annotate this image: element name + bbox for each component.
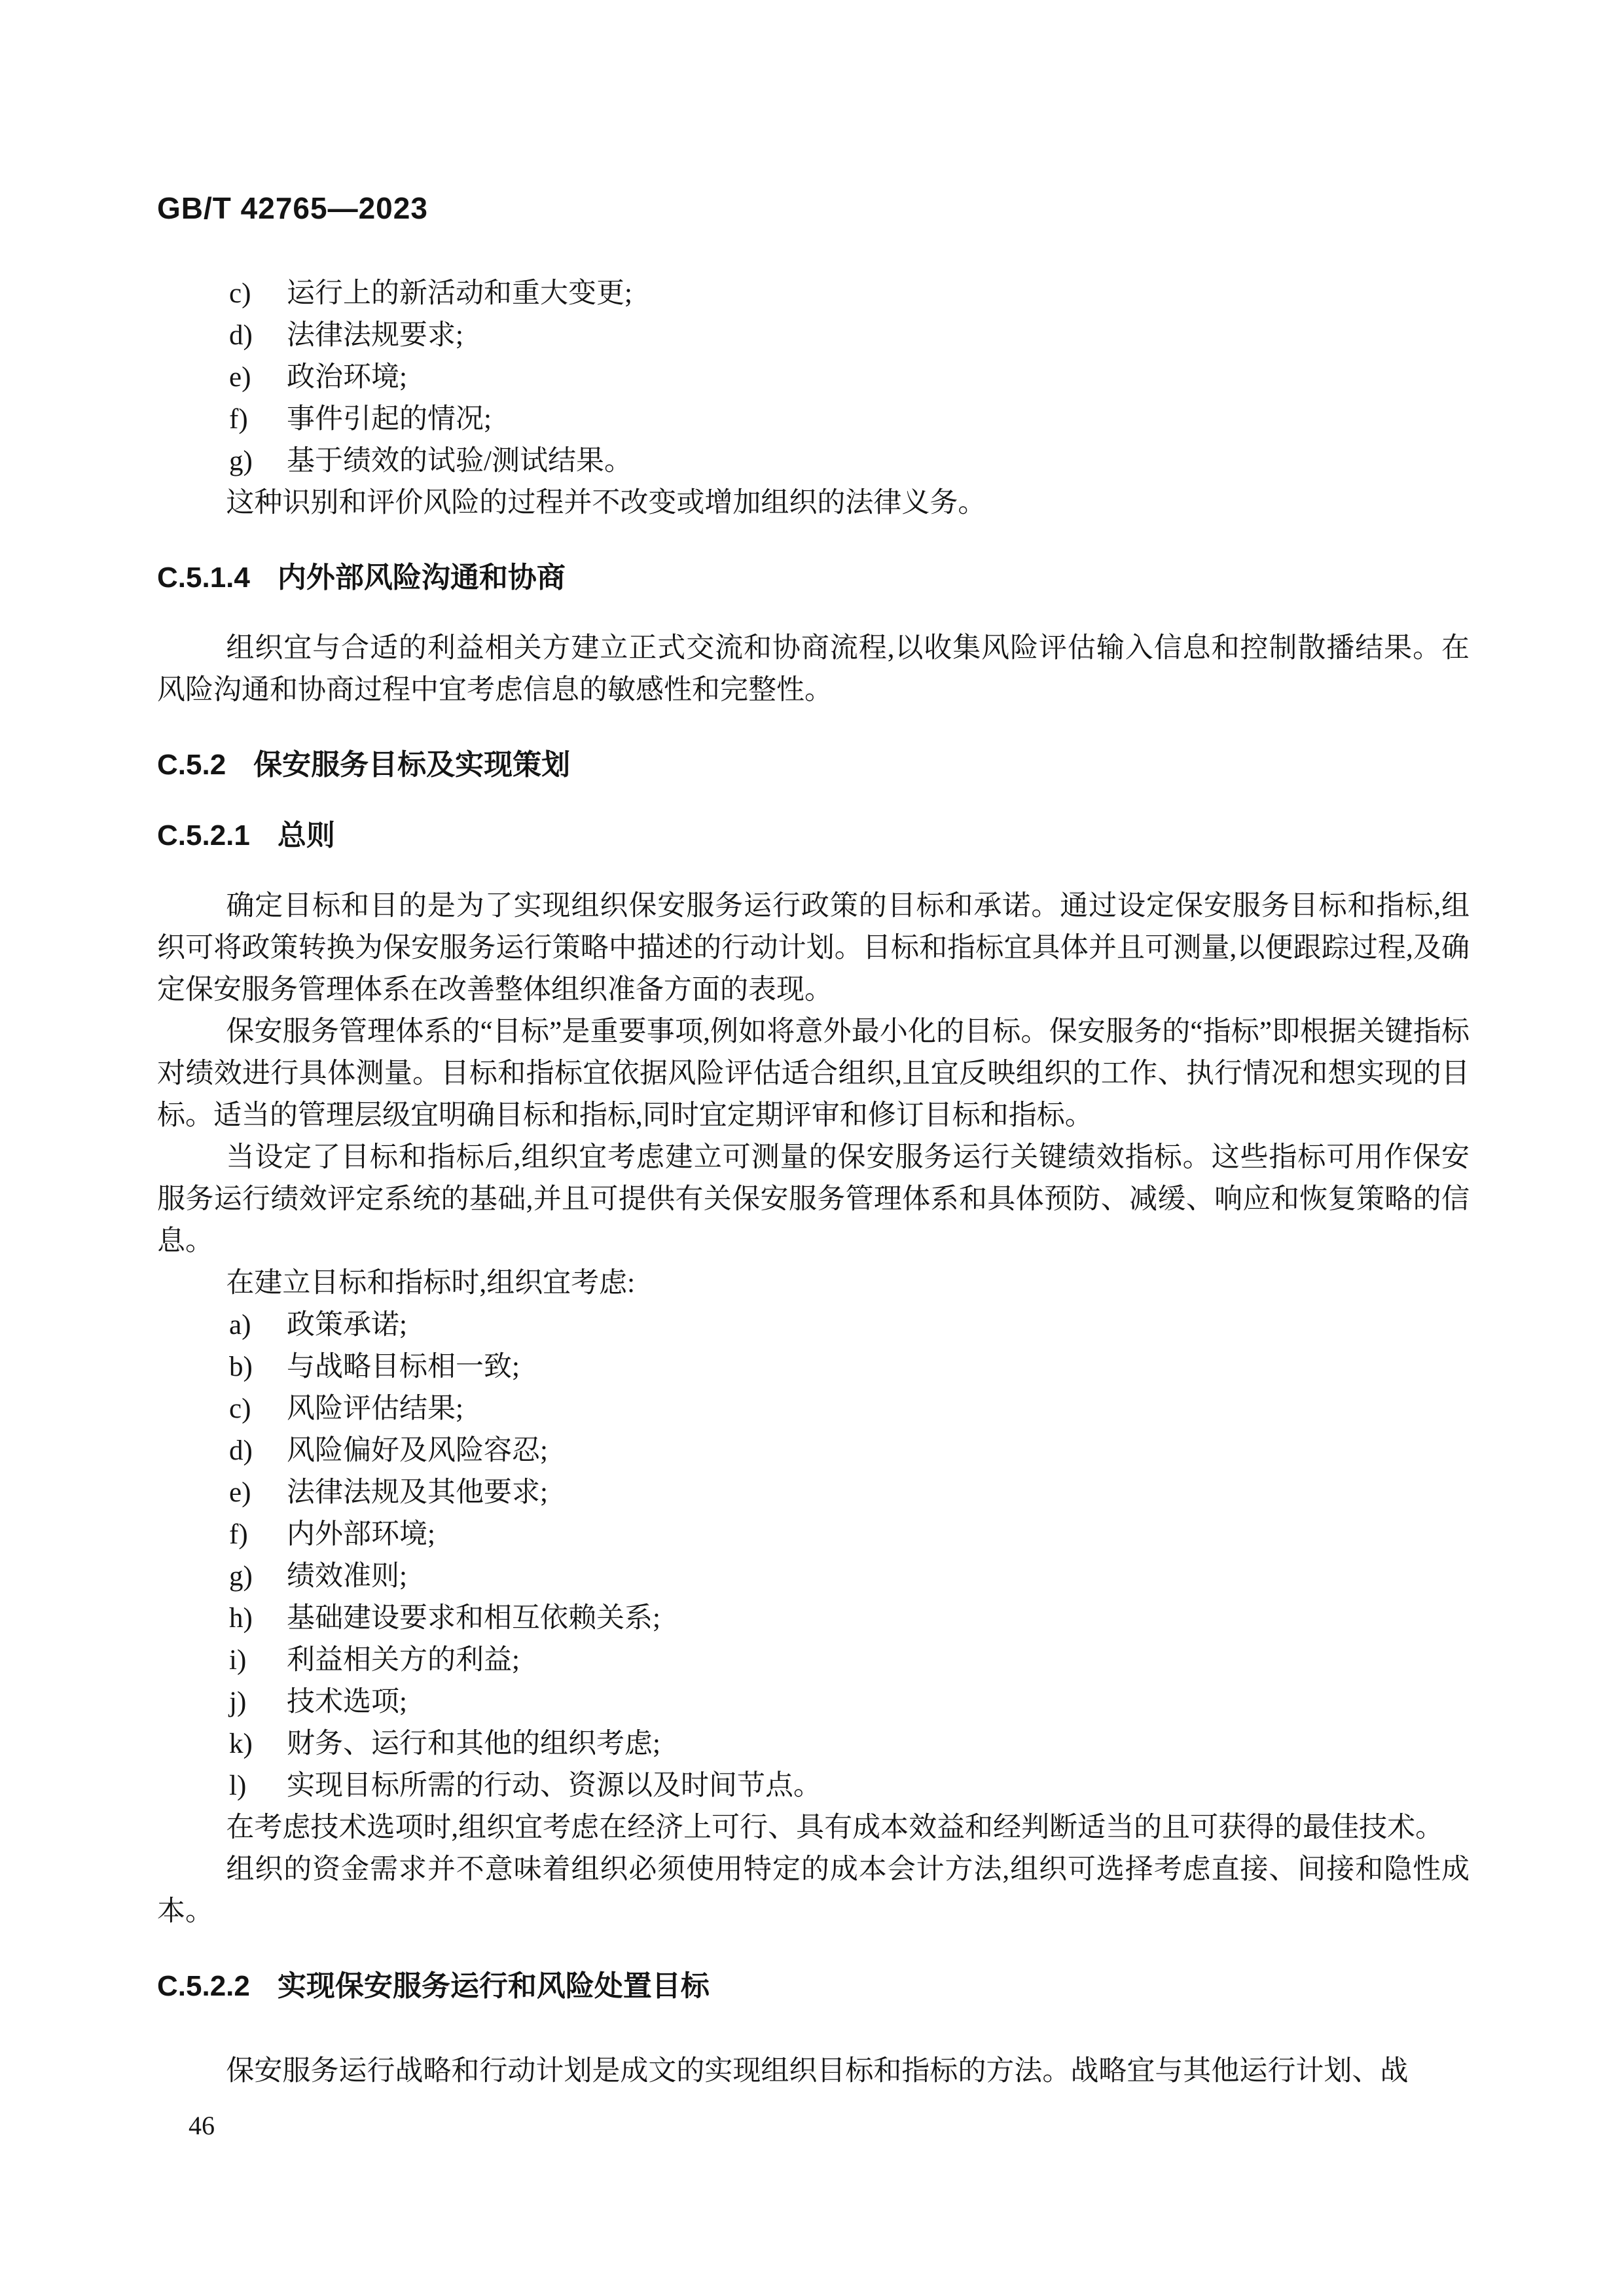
list-item-text: 事件引起的情况; (287, 404, 492, 435)
heading-title: 内外部风险沟通和协商 (277, 562, 566, 594)
list-item-text: 与战略目标相一致; (287, 1352, 520, 1382)
list-item-text: 政策承诺; (287, 1310, 407, 1340)
list-item-text: 基于绩效的试验/测试结果。 (287, 446, 632, 476)
list-item-label: f) (229, 404, 248, 435)
list-item-label: e) (229, 1477, 251, 1508)
page-number: 46 (189, 2111, 215, 2140)
list-item-text: 风险偏好及风险容忍; (287, 1435, 548, 1466)
list-item (229, 440, 1470, 482)
list-item (229, 1472, 1470, 1514)
list-item-label: j) (229, 1687, 247, 1717)
list-considerations (157, 1304, 1470, 1807)
list-item-text: 利益相关方的利益; (287, 1645, 520, 1676)
paragraph: 这种识别和评价风险的过程并不改变或增加组织的法律义务。 (226, 488, 986, 518)
paragraph: 保安服务运行战略和行动计划是成文的实现组织目标和指标的方法。战略宜与其他运行计划、战 (226, 2056, 1409, 2087)
list-item-text: 财务、运行和其他的组织考虑; (287, 1729, 660, 1759)
list-item-text: 法律法规及其他要求; (287, 1477, 548, 1508)
list-item-text: 基础建设要求和相互依赖关系; (287, 1603, 660, 1634)
list-item-label: l) (229, 1770, 247, 1801)
list-item-label: b) (229, 1352, 253, 1382)
list-item-label: c) (229, 1393, 251, 1424)
list-item-text: 内外部环境; (287, 1519, 435, 1550)
list-item-label: k) (229, 1729, 253, 1759)
list-item (229, 1723, 1470, 1765)
list-item-text: 技术选项; (287, 1687, 407, 1717)
heading-number: C.5.2.1 (157, 819, 250, 852)
list-item (229, 1346, 1470, 1388)
heading-number: C.5.1.4 (157, 562, 250, 594)
doc-number: GB/T 42765—2023 (157, 191, 428, 225)
list-item-label: g) (229, 1561, 253, 1592)
list-item-text: 法律法规要求; (287, 320, 463, 351)
paragraph: 保安服务管理体系的“目标”是重要事项,例如将意外最小化的目标。保安服务的“指标”即根据关键指标对绩效进行具体测量。目标和指标宜依据风险评估适合组织,且宜反映组织的工作、执行情况和想实现的目标。适当的管理层级宜明确目标和指标,同时宜定期评审和修订目标和指标。 (157, 1016, 1470, 1131)
section-heading-c52 (157, 748, 1470, 782)
list-item-label: d) (229, 320, 253, 351)
section-heading-c514 (157, 561, 1470, 595)
list-item (229, 1556, 1470, 1598)
heading-number: C.5.2 (157, 749, 226, 781)
paragraph: 组织宜与合适的利益相关方建立正式交流和协商流程,以收集风险评估输入信息和控制散播结果。在风险沟通和协商过程中宜考虑信息的敏感性和完整性。 (157, 633, 1470, 706)
paragraph: 组织的资金需求并不意味着组织必须使用特定的成本会计方法,组织可选择考虑直接、间接和隐性成本。 (157, 1854, 1470, 1927)
list-item (229, 1388, 1470, 1430)
section-heading-c522 (157, 1969, 1470, 2003)
list-item-label: h) (229, 1603, 253, 1634)
paragraph: 确定目标和目的是为了实现组织保安服务运行政策的目标和承诺。通过设定保安服务目标和指标,组织可将政策转换为保安服务运行策略中描述的行动计划。目标和指标宜具体并且可测量,以便跟踪过程,及确定保安服务管理体系在改善整体组织准备方面的表现。 (157, 891, 1470, 1005)
heading-title: 保安服务目标及实现策划 (253, 749, 571, 781)
paragraph: 在建立目标和指标时,组织宜考虑: (226, 1268, 636, 1299)
list-item-label: i) (229, 1645, 247, 1676)
list-item-text: 绩效准则; (287, 1561, 407, 1592)
list-item-text: 实现目标所需的行动、资源以及时间节点。 (287, 1770, 821, 1801)
paragraph: 在考虑技术选项时,组织宜考虑在经济上可行、具有成本效益和经判断适当的且可获得的最佳技术。 (226, 1812, 1444, 1843)
list-item-text: 运行上的新活动和重大变更; (287, 278, 632, 309)
list-item (229, 1681, 1470, 1723)
list-item-label: a) (229, 1310, 251, 1340)
list-item (229, 273, 1470, 315)
list-top (157, 273, 1470, 482)
list-item (229, 1765, 1470, 1807)
list-item-label: e) (229, 362, 251, 393)
list-item (229, 357, 1470, 399)
list-item-text: 政治环境; (287, 362, 407, 393)
list-item-text: 风险评估结果; (287, 1393, 463, 1424)
list-item (229, 1304, 1470, 1346)
heading-number: C.5.2.2 (157, 1970, 250, 2002)
list-item (229, 399, 1470, 440)
list-item (229, 1640, 1470, 1681)
list-item-label: d) (229, 1435, 253, 1466)
list-item-label: c) (229, 278, 251, 309)
heading-title: 总则 (277, 819, 335, 852)
list-item (229, 1514, 1470, 1556)
section-heading-c521 (157, 819, 1470, 853)
list-item (229, 315, 1470, 357)
paragraph: 当设定了目标和指标后,组织宜考虑建立可测量的保安服务运行关键绩效指标。这些指标可用作保安服务运行绩效评定系统的基础,并且可提供有关保安服务管理体系和具体预防、减缓、响应和恢复策略的信息。 (157, 1142, 1470, 1257)
list-item-label: g) (229, 446, 253, 476)
list-item-label: f) (229, 1519, 248, 1550)
heading-title: 实现保安服务运行和风险处置目标 (277, 1970, 710, 2002)
list-item (229, 1430, 1470, 1472)
list-item (229, 1598, 1470, 1640)
